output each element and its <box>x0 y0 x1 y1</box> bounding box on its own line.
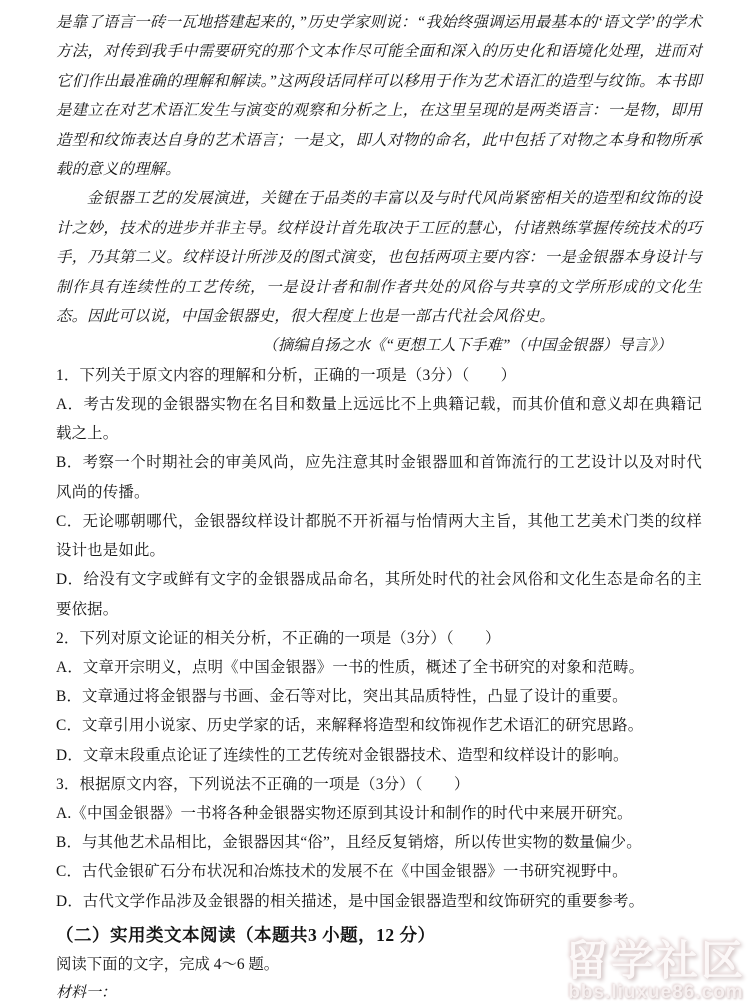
question-2 <box>56 624 702 770</box>
question-3-option-c: C．古代金银矿石分布状况和冶炼技术的发展不在《中国金银器》一书研究视野中。 <box>56 863 628 881</box>
question-3-stem: 3．根据原文内容，下列说法不正确的一项是（3分）（ ） <box>56 775 470 793</box>
question-3-option-a: A.《中国金银器》一书将各种金银器实物还原到其设计和制作的时代中来展开研究。 <box>56 804 633 822</box>
passage-paragraph-1: 是靠了语言一砖一瓦地搭建起来的，”历史学家则说：“我始终强调运用最基本的‘语文学’的学术方法，对传到我手中需要研究的那个文本作尽可能全面和深入的历史化和语境化处理，进而对它们作出最准确的理解和解读。”这两段话同样可以移用于作为艺术语汇的造型与纹饰。本书即是建立在对艺术语汇发生与演变的观察和分析之上，在这里呈现的是两类语言：一是物，即用造型和纹饰表达自身的艺术语言；一是文，即人对物的命名，此中包括了对物之本身和物所承载的意义的理解。 <box>56 14 702 179</box>
question-2-option-c: C．文章引用小说家、历史学家的话，来解释将造型和纹饰视作艺术语汇的研究思路。 <box>56 717 644 735</box>
question-1-option-a: A．考古发现的金银器实物在名目和数量上远远比不上典籍记载，而其价值和意义却在典籍记载之上。 <box>56 396 702 443</box>
question-3-option-d: D．古代文学作品涉及金银器的相关描述，是中国金银器造型和纹饰研究的重要参考。 <box>56 892 645 910</box>
question-1-option-d: D．给没有文字或鲜有文字的金银器成品命名，其所处时代的社会风俗和文化生态是命名的主要依据。 <box>56 571 702 618</box>
passage-citation: （摘编自扬之水《“更想工人下手难”（中国金银器）导言》） <box>262 337 672 355</box>
passage-paragraph-2: 金银器工艺的发展演进，关键在于品类的丰富以及与时代风尚紧密相关的造型和纹饰的设计之妙，技术的进步并非主导。纹样设计首先取决于工匠的慧心，付诸熟练掌握传统技术的巧手，乃其第二义。纹样设计所涉及的图式演变，也包括两项主要内容：一是金银器本身设计与制作具有连续性的工艺传统，一是设计者和制作者共处的风俗与共享的文学所形成的文化生态。因此可以说，中国金银器史，很大程度上也是一部古代社会风俗史。 <box>56 190 702 326</box>
question-2-option-d: D．文章末段重点论证了连续性的工艺传统对金银器技术、造型和纹样设计的影响。 <box>56 746 629 764</box>
material-1-label: 材料一： <box>56 984 117 1001</box>
question-3-option-b: B．与其他艺术品相比，金银器因其“俗”，且经反复销熔，所以传世实物的数量偏少。 <box>56 834 642 852</box>
question-2-stem: 2．下列对原文论证的相关分析，不正确的一项是（3分）（ ） <box>56 629 501 647</box>
reading-instruction: 阅读下面的文字，完成 4～6 题。 <box>56 955 280 973</box>
watermark-url-text: bbs.liuxue86.com <box>568 982 744 1003</box>
question-3 <box>56 770 702 916</box>
question-2-option-a: A．文章开宗明义，点明《中国金银器》一书的性质，概述了全书研究的对象和范畴。 <box>56 658 645 676</box>
watermark-logo-text: 留学社区 <box>565 937 746 984</box>
reading-passage <box>56 8 702 361</box>
question-1-stem: 1．下列关于原文内容的理解和分析，正确的一项是（3分）（ ） <box>56 366 517 384</box>
section-2-heading: （二）实用类文本阅读（本题共3 小题，12 分） <box>56 924 436 945</box>
question-2-option-b: B．文章通过将金银器与书画、金石等对比，突出其品质特性，凸显了设计的重要。 <box>56 688 628 706</box>
question-list <box>56 361 702 916</box>
question-1 <box>56 361 702 624</box>
question-1-option-b: B．考察一个时期社会的审美风尚，应先注意其时金银器皿和首饰流行的工艺设计以及对时代风尚的传播。 <box>56 454 702 501</box>
question-1-option-c: C．无论哪朝哪代，金银器纹样设计都脱不开祈福与怡情两大主旨，其他工艺美术门类的纹样设计也是如此。 <box>56 512 702 560</box>
